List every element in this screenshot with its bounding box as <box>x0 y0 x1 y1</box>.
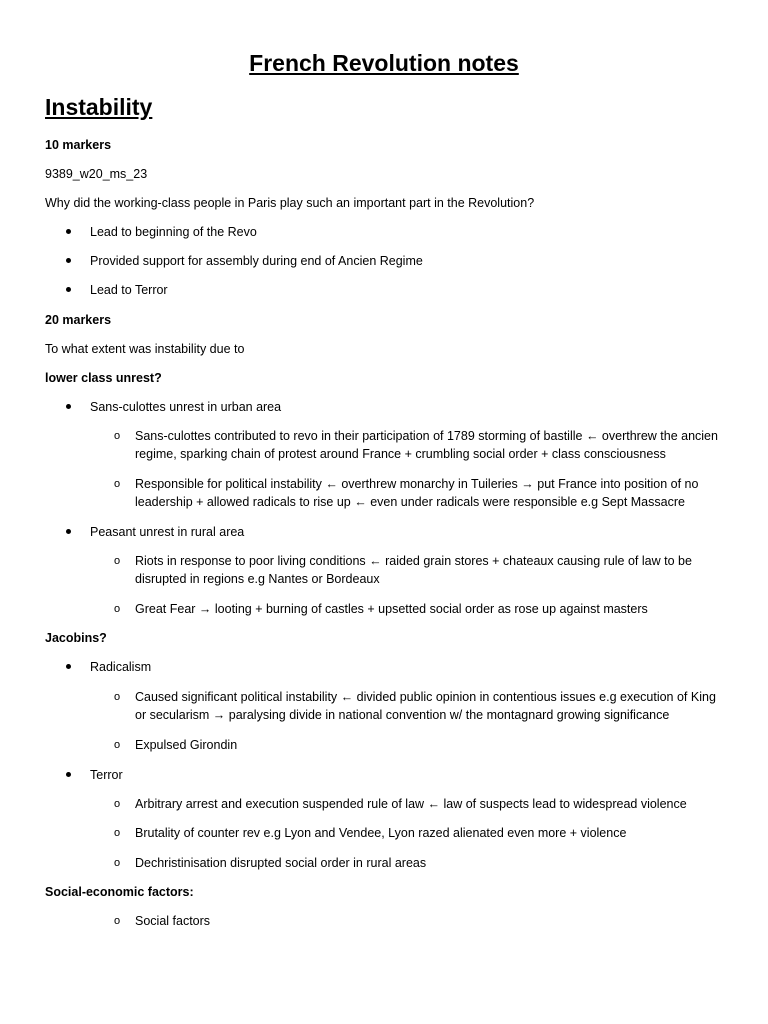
subheading-jacobins: Jacobins? <box>45 631 107 645</box>
list-item: Provided support for assembly during end of Ancien Regime <box>90 254 423 268</box>
bullet-dot <box>66 772 71 777</box>
bullet-dot <box>66 287 71 292</box>
list-item: Lead to beginning of the Revo <box>90 225 257 239</box>
list-item: Arbitrary arrest and execution suspended rule of law ← law of suspects lead to widespread violence <box>135 797 687 811</box>
subheading-social-economic: Social-economic factors: <box>45 885 194 899</box>
bullet-circle: o <box>114 739 121 751</box>
list-item: Radicalism <box>90 660 152 674</box>
bullet-dot <box>66 258 71 263</box>
bullet-circle: o <box>114 691 121 703</box>
bullet-dot <box>66 404 71 409</box>
bullet-circle: o <box>114 603 121 615</box>
document-title: French Revolution notes <box>249 50 519 76</box>
list-item: Expulsed Girondin <box>135 738 238 752</box>
heading-20-markers: 20 markers <box>45 313 112 327</box>
question-code: 9389_w20_ms_23 <box>45 167 148 181</box>
subheading-lower-class: lower class unrest? <box>45 371 162 385</box>
bullet-circle: o <box>114 915 121 927</box>
bullet-circle: o <box>114 827 121 839</box>
list-item: Responsible for political instability ← overthrew monarchy in Tuileries → put France into position of no leadership + allowed radicals to rise up ← even under radicals were responsible e.g Sept Massacre <box>135 477 699 509</box>
list-item: Great Fear → looting + burning of castles + upsetted social order as rose up against masters <box>135 602 648 616</box>
list-item: Riots in response to poor living conditions ← raided grain stores + chateaux causing rule of law to be disrupted in regions e.g Nantes or Bordeaux <box>135 554 692 586</box>
list-item: Dechristinisation disrupted social order in rural areas <box>135 856 427 870</box>
bullet-dot <box>66 229 71 234</box>
list-item: Sans-culottes unrest in urban area <box>90 400 282 414</box>
bullet-dot <box>66 664 71 669</box>
bullet-circle: o <box>114 478 121 490</box>
section-heading-instability: Instability <box>45 94 153 120</box>
list-item: Brutality of counter rev e.g Lyon and Vendee, Lyon razed alienated even more + violence <box>135 826 627 840</box>
list-item: Caused significant political instability ← divided public opinion in contentious issues e.g execution of King or secularism → paralysing divide in national convention w/ the montagnard growing significance <box>135 690 716 722</box>
bullet-dot <box>66 529 71 534</box>
list-item: Peasant unrest in rural area <box>90 525 245 539</box>
list-item: Sans-culottes contributed to revo in their participation of 1789 storming of bastille ← overthrew the ancien regime, sparking chain of protest around France + crumbling social order + class consciousness <box>135 429 718 461</box>
bullet-circle: o <box>114 798 121 810</box>
list-item: Social factors <box>135 914 211 928</box>
list-item: Terror <box>90 768 123 782</box>
bullet-circle: o <box>114 857 121 869</box>
question-10-markers: Why did the working-class people in Paris play such an important part in the Revolution? <box>45 196 535 210</box>
question-20-markers: To what extent was instability due to <box>45 342 245 356</box>
list-item: Lead to Terror <box>90 283 168 297</box>
heading-10-markers: 10 markers <box>45 138 112 152</box>
bullet-circle: o <box>114 555 121 567</box>
bullet-circle: o <box>114 430 121 442</box>
